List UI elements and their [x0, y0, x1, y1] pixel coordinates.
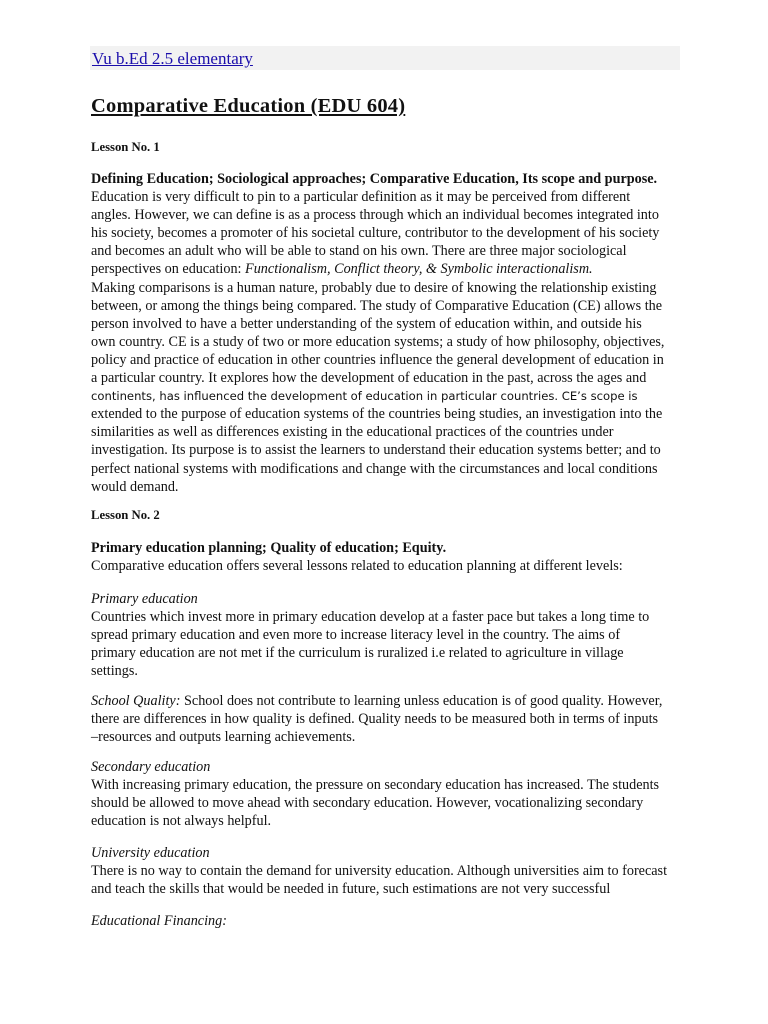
paragraph-line: his society, becomes a promoter of his societal culture, contributor to the development of his society [91, 225, 660, 242]
lesson-1-body [91, 170, 691, 496]
secondary-education-section [91, 758, 691, 830]
primary-education-section [91, 590, 691, 680]
paragraph-line: Countries which invest more in primary education develop at a faster pace but takes a long time to [91, 609, 650, 626]
paragraph-line: person involved to have a better understanding of the system of education within, and outside his [91, 315, 642, 332]
page-title: Comparative Education (EDU 604) [91, 95, 406, 117]
paragraph-line: settings. [91, 663, 138, 680]
paragraph-line: education is not always helpful. [91, 813, 272, 830]
educational-financing-title: Educational Financing: [91, 913, 227, 929]
paragraph-line: There is no way to contain the demand for university education. Although universities aim to forecast [91, 863, 668, 880]
header-link[interactable]: Vu b.Ed 2.5 elementary [92, 49, 253, 68]
lesson-1-label: Lesson No. 1 [91, 140, 160, 154]
paragraph-line: extended to the purpose of education systems of the countries being studies, an investigation into the [91, 406, 663, 423]
educational-financing-section [91, 912, 691, 930]
paragraph-line: own country. CE is a study of two or more education systems; a study of how philosophy, objectives, [91, 333, 665, 350]
school-quality-section [91, 692, 691, 746]
paragraph-line: –resources and outputs learning achievements. [91, 729, 356, 746]
perspectives-prefix: perspectives on education: [91, 261, 246, 278]
paragraph-line: a particular country. It explores how the development of education in the past, across the ages and [91, 370, 647, 387]
primary-education-title: Primary education [91, 591, 198, 607]
paragraph-line [91, 260, 691, 278]
paragraph-line: there are differences in how quality is defined. Quality needs to be measured both in terms of inputs [91, 711, 659, 728]
lesson-2-intro [91, 539, 691, 575]
paragraph-line: would demand. [91, 478, 179, 495]
paragraph-line: Education is very difficult to pin to a particular definition as it may be perceived from different [91, 189, 631, 206]
paragraph-line: primary education are not met if the curriculum is ruralized i.e related to agriculture in village [91, 645, 624, 662]
lesson-2-label: Lesson No. 2 [91, 508, 160, 522]
perspectives-list: Functionalism, Conflict theory, & Symbolic interactionalism. [245, 261, 593, 278]
paragraph-line: perfect national systems with modifications and change with the circumstances and local conditions [91, 460, 658, 477]
paragraph-line: and teach the skills that would be needed in future, such estimations are not very successful [91, 881, 611, 898]
paragraph-line: between, or among the things being compared. The study of Comparative Education (CE) allows the [91, 297, 663, 314]
paragraph-line: With increasing primary education, the pressure on secondary education has increased. The students [91, 777, 660, 794]
university-education-section [91, 844, 691, 898]
school-quality-title: School Quality: [91, 693, 181, 709]
paragraph-line: Making comparisons is a human nature, probably due to desire of knowing the relationship existing [91, 279, 657, 296]
paragraph-line: spread primary education and even more to increase literacy level in the country. The aims of [91, 627, 621, 644]
paragraph-line: Comparative education offers several lessons related to education planning at different levels: [91, 558, 623, 575]
paragraph-line: should be allowed to move ahead with secondary education. However, vocationalizing secondary [91, 795, 644, 812]
lesson-1-heading: Defining Education; Sociological approaches; Comparative Education, Its scope and purpose. [91, 171, 658, 187]
paragraph-line: angles. However, we can define is as a process through which an individual becomes integrated into [91, 207, 659, 224]
paragraph-line: and becomes an adult who will be able to stand on his own. There are three major sociological [91, 243, 627, 260]
paragraph-line: similarities as well as differences existing in the educational practices of the countries under [91, 424, 614, 441]
paragraph-line: investigation. Its purpose is to assist the learners to understand their education systems better; and to [91, 442, 661, 459]
school-quality-text: School does not contribute to learning unless education is of good quality. However, [180, 693, 663, 709]
secondary-education-title: Secondary education [91, 759, 211, 775]
paragraph-line [91, 692, 691, 710]
paragraph-line: policy and practice of education in other countries influence the general development of education in [91, 351, 664, 368]
university-education-title: University education [91, 845, 210, 861]
lesson-2-heading: Primary education planning; Quality of education; Equity. [91, 540, 447, 556]
paragraph-line: continents, has influenced the development of education in particular countries. CE’s scope is [91, 389, 638, 404]
